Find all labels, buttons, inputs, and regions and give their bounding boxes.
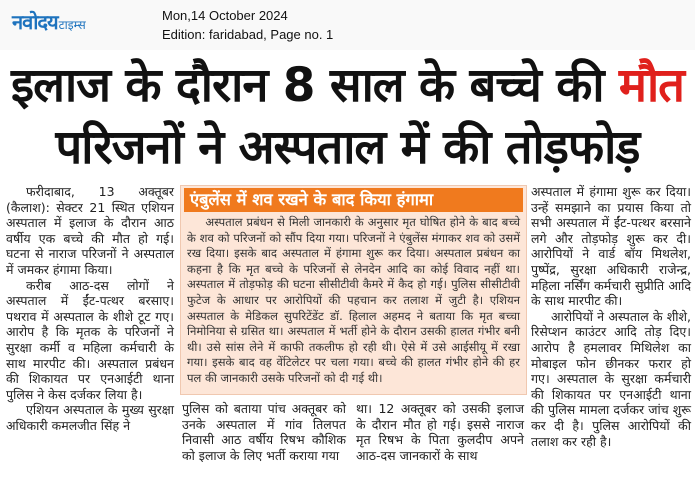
edition-page: Edition: faridabad, Page no. 1 xyxy=(162,27,334,42)
logo-sub-text: टाइम्स xyxy=(58,18,86,32)
headline-text: इलाज के दौरान 8 साल के बच्चे की xyxy=(11,58,619,113)
logo-main-text: नवोदय xyxy=(12,10,58,34)
article-bottom-column-2 xyxy=(356,401,524,463)
paragraph: करीब आठ-दस लोगों ने अस्पताल में ईंट-पत्थर बरसाए। पथराव में अस्पताल के शीशे टूट गए। आरोप है कि मृतक के परिजनों ने सुरक्षा कर्मी व महिला कर्मचारी के साथ मारपीट की। अस्पताल प्रबंधन की शिकायत पर एनआईटी थाना पुलिस ने केस दर्जकर लिया है। xyxy=(6,277,174,402)
paragraph: अस्पताल प्रबंधन से मिली जानकारी के अनुसार मृत घोषित होने के बाद बच्चे के शव को परिजनों को सौंप दिया गया। परिजनों ने एंबुलेंस मंगाकर शव को उसमें रख दिया। इसके बाद अस्पताल में हंगामा शुरू कर दिया। अस्पताल प्रबंधन का कहना है कि मृत बच्चे के परिजनों से लेनदेन आदि का कोई विवाद नहीं था। अस्पताल में तोड़फोड़ की घटना सीसीटीवी कैमरे में कैद हो गई। पुलिस सीसीटीवी फुटेज के आधार पर आरोपियों की पहचान कर तलाश में जुटी है। एशियन अस्पताल के मेडिकल सुपरिटेंडेंट डॉ. हिलाल अहमद ने बताया कि मृत बच्चा निमोनिया से ग्रसित था। अस्पताल में भर्ती होने के दौरान उसकी हालत गंभीर बनी थी। उसे सांस लेने में काफी तकलीफ हो रही थी। ऐसे में उसे आईसीयू में रखा गया। इसके बाद वह वेंटिलेटर पर चला गया। बच्चे की हालत गंभीर होने की हर पल की जानकारी उसके परिजनों को दी गई थी। xyxy=(187,215,520,385)
newspaper-logo xyxy=(12,8,86,35)
headline-highlight: मौत xyxy=(618,58,684,113)
headline-line-2: परिजनों ने अस्पताल में की तोड़फोड़ xyxy=(55,120,640,175)
paragraph: एशियन अस्पताल के मुख्य सुरक्षा अधिकारी कमलजीत सिंह ने xyxy=(6,402,174,433)
sidebar-box-title: एंबुलेंस में शव रखने के बाद किया हंगामा xyxy=(184,188,523,212)
headline-line-1 xyxy=(0,58,695,114)
sidebar-box-body xyxy=(181,214,526,388)
paragraph: था। 12 अक्तूबर को उसकी इलाज के दौरान मौत हो गई। इससे नाराज मृत रिषभ के पिता कुलदीप अपने आठ-दस जानकारों के साथ xyxy=(356,401,524,463)
sidebar-box xyxy=(180,185,527,395)
paragraph: पुलिस को बताया पांच अक्तूबर को उनके अस्पताल में गांव तिलपत निवासी आठ वर्षीय रिषभ कौशिक को इलाज के लिए भर्ती कराया गया xyxy=(182,401,346,463)
article-bottom-column-1 xyxy=(182,401,346,463)
publication-date: Mon,14 October 2024 xyxy=(162,8,288,23)
article-right-column xyxy=(531,184,691,449)
paragraph: अस्पताल में हंगामा शुरू कर दिया। उन्हें समझाने का प्रयास किया तो सभी अस्पताल में ईंट-पत्थर बरसाने लगे और तोड़फोड़ शुरू कर दी। आरोपियों ने वार्ड बॉय मिथलेश, पुष्पेंद्र, सुरक्षा अधिकारी राजेन्द्र, महिला नर्सिंग कर्मचारी सुप्रीति आदि के साथ मारपीट की। xyxy=(531,184,691,309)
article-left-column xyxy=(6,184,174,434)
masthead-bar xyxy=(0,0,695,50)
paragraph: फरीदाबाद, 13 अक्तूबर (कैलाश): सेक्टर 21 स्थित एशियन अस्पताल में इलाज के दौरान आठ वर्षीय एक बच्चे की मौत हो गई। घटना से नाराज परिजनों ने अस्पताल में जमकर हंगामा किया। xyxy=(6,184,174,277)
edition-info xyxy=(162,6,333,44)
paragraph: आरोपियों ने अस्पताल के शीशे, रिसेप्शन काउंटर आदि तोड़ दिए। आरोप है हमलावर मिथिलेश का मोबाइल फोन छीनकर फरार हो गए। अस्पताल के सुरक्षा कर्मचारी की शिकायत पर एनआईटी थाना की पुलिस मामला दर्जकर जांच शुरू कर दी है। पुलिस आरोपियों की तलाश कर रही है। xyxy=(531,308,691,449)
